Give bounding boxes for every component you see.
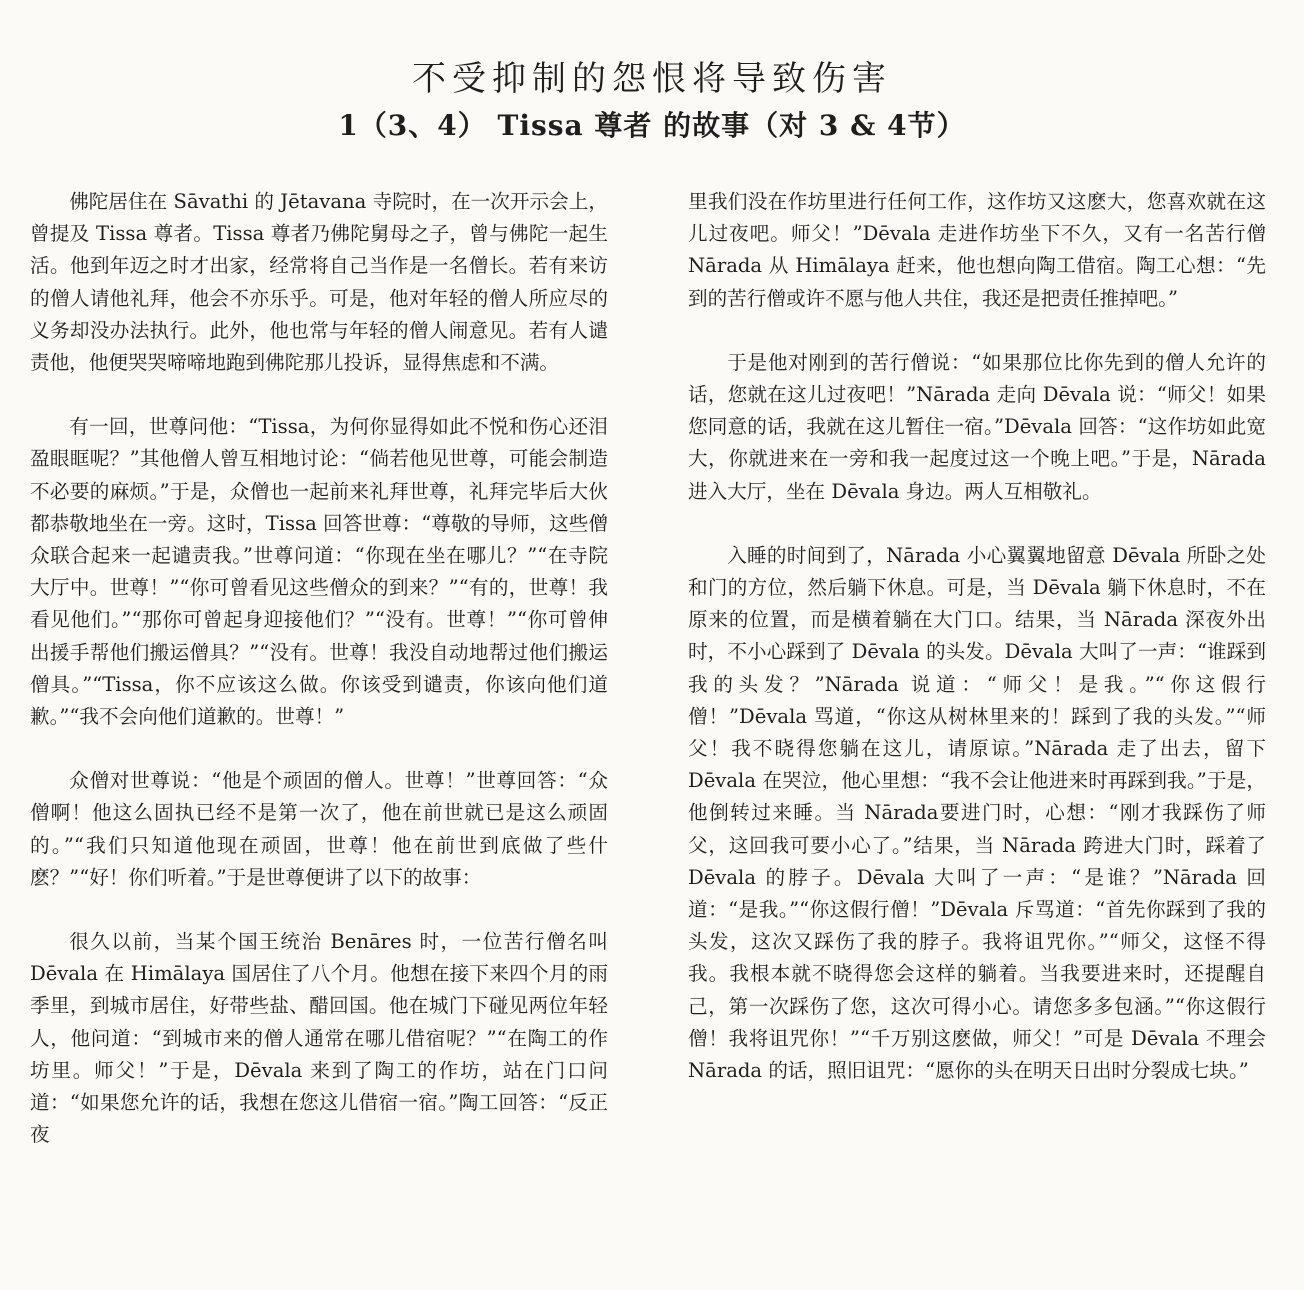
paragraph: 众僧对世尊说：“他是个顽固的僧人。世尊！”世尊回答：“众僧啊！他这么固执已经不是第一次了，他在前世就已是这么顽固的。”“我们只知道他现在顽固，世尊！他在前世到底做了些什麽？”“好！你们听着。”于是世尊便讲了以下的故事： [30,769,608,889]
paragraph-continued: 里我们没在作坊里进行任何工作，这作坊又这麽大，您喜欢就在这儿过夜吧。师父！”Dēvala 走进作坊坐下不久，又有一名苦行僧 Nārada 从 Himālaya 赶来，他也想向陶工借宿。陶工心想：“先到的苦行僧或许不愿与他人共住，我还是把责任推掉吧。” [688,190,1266,310]
paragraph: 有一回，世尊问他：“Tissa，为何你显得如此不悦和伤心还泪盈眼眶呢？”其他僧人曾互相地讨论：“倘若他见世尊，可能会制造不必要的麻烦。”于是，众僧也一起前来礼拜世尊，礼拜完毕后大伙都恭敬地坐在一旁。这时，Tissa 回答世尊：“尊敬的导师，这些僧众联合起来一起谴责我。”世尊问道：“你现在坐在哪儿？”“在寺院大厅中。世尊！”“你可曾看见这些僧众的到来？”“有的，世尊！我看见他们。”“那你可曾起身迎接他们？”“没有。世尊！”“你可曾伸出援手帮他们搬运僧具？”“没有。世尊！我没自动地帮过他们搬运僧具。”“Tissa，你不应该这么做。你该受到谴责，你该向他们道歉。”“我不会向他们道歉的。世尊！” [30,415,608,729]
left-column [30,186,608,1183]
paragraph: 入睡的时间到了，Nārada 小心翼翼地留意 Dēvala 所卧之处和门的方位，然后躺下休息。可是，当 Dēvala 躺下休息时，不在原来的位置，而是横着躺在大门口。结果，当 Nārada 深夜外出时，不小心踩到了 Dēvala 的头发。Dēvala 大叫了一声：“谁踩到我的头发？”Nārada 说道：“师父！是我。”“你这假行僧！”Dēvala 骂道，“你这从树林里来的！踩到了我的头发。”“师父！我不晓得您躺在这儿，请原谅。”Nārada 走了出去，留下 Dēvala 在哭泣，他心里想：“我不会让他进来时再踩到我。”于是，他倒转过来睡。当 Nārada要进门时，心想：“刚才我踩伤了师父，这回我可要小心了。”结果，当 Nārada 跨进大门时，踩着了 Dēvala 的脖子。Dēvala 大叫了一声：“是谁？”Nārada 回道：“是我。”“你这假行僧！”Dēvala 斥骂道：“首先你踩到了我的头发，这次又踩伤了我的脖子。我将诅咒你。”“师父，这怪不得我。我根本就不晓得您会这样的躺着。当我要进来时，还提醒自己，第一次踩伤了您，这次可得小心。请您多多包涵。”“你这假行僧！我将诅咒你！”“千万别这麽做，师父！”可是 Dēvala 不理会 Nārada 的话，照旧诅咒：“愿你的头在明天日出时分裂成七块。” [688,543,1266,1083]
page-title: 不受抑制的怨恨将导致伤害 [412,59,892,99]
paragraph: 很久以前，当某个国王统治 Benāres 时，一位苦行僧名叫 Dēvala 在 Himālaya 国居住了八个月。他想在接下来四个月的雨季里，到城市居住，好带些盐、醋回国。他在城门下碰见两位年轻人，他问道：“到城市来的僧人通常在哪儿借宿呢？”“在陶工的作坊里。师父！”于是，Dēvala 来到了陶工的作坊，站在门口问道：“如果您允许的话，我想在您这儿借宿一宿。”陶工回答：“反正夜 [30,930,608,1147]
title-block [0,56,1304,146]
paragraph: 于是他对刚到的苦行僧说：“如果那位比你先到的僧人允许的话，您就在这儿过夜吧！”Nārada 走向 Dēvala 说：“师父！如果您同意的话，我就在这儿暂住一宿。”Dēvala 回答：“这作坊如此宽大，你就进来在一旁和我一起度过这一个晚上吧。”于是，Nārada 进入大厅，坐在 Dēvala 身边。两人互相敬礼。 [688,350,1266,503]
paragraph: 佛陀居住在 Sāvathi 的 Jētavana 寺院时，在一次开示会上，曾提及 Tissa 尊者。Tissa 尊者乃佛陀舅母之子，曾与佛陀一起生活。他到年迈之时才出家，经常将自己当作是一名僧长。若有来访的僧人请他礼拜，他会不亦乐乎。可是，他对年轻的僧人所应尽的义务却没办法执行。此外，他也常与年轻的僧人闹意见。若有人谴责他，他便哭哭啼啼地跑到佛陀那儿投诉，显得焦虑和不满。 [30,190,608,375]
right-column [688,186,1266,1119]
page-subtitle: 1（3、4） Tissa 尊者 的故事（对 3 & 4节） [338,109,966,142]
